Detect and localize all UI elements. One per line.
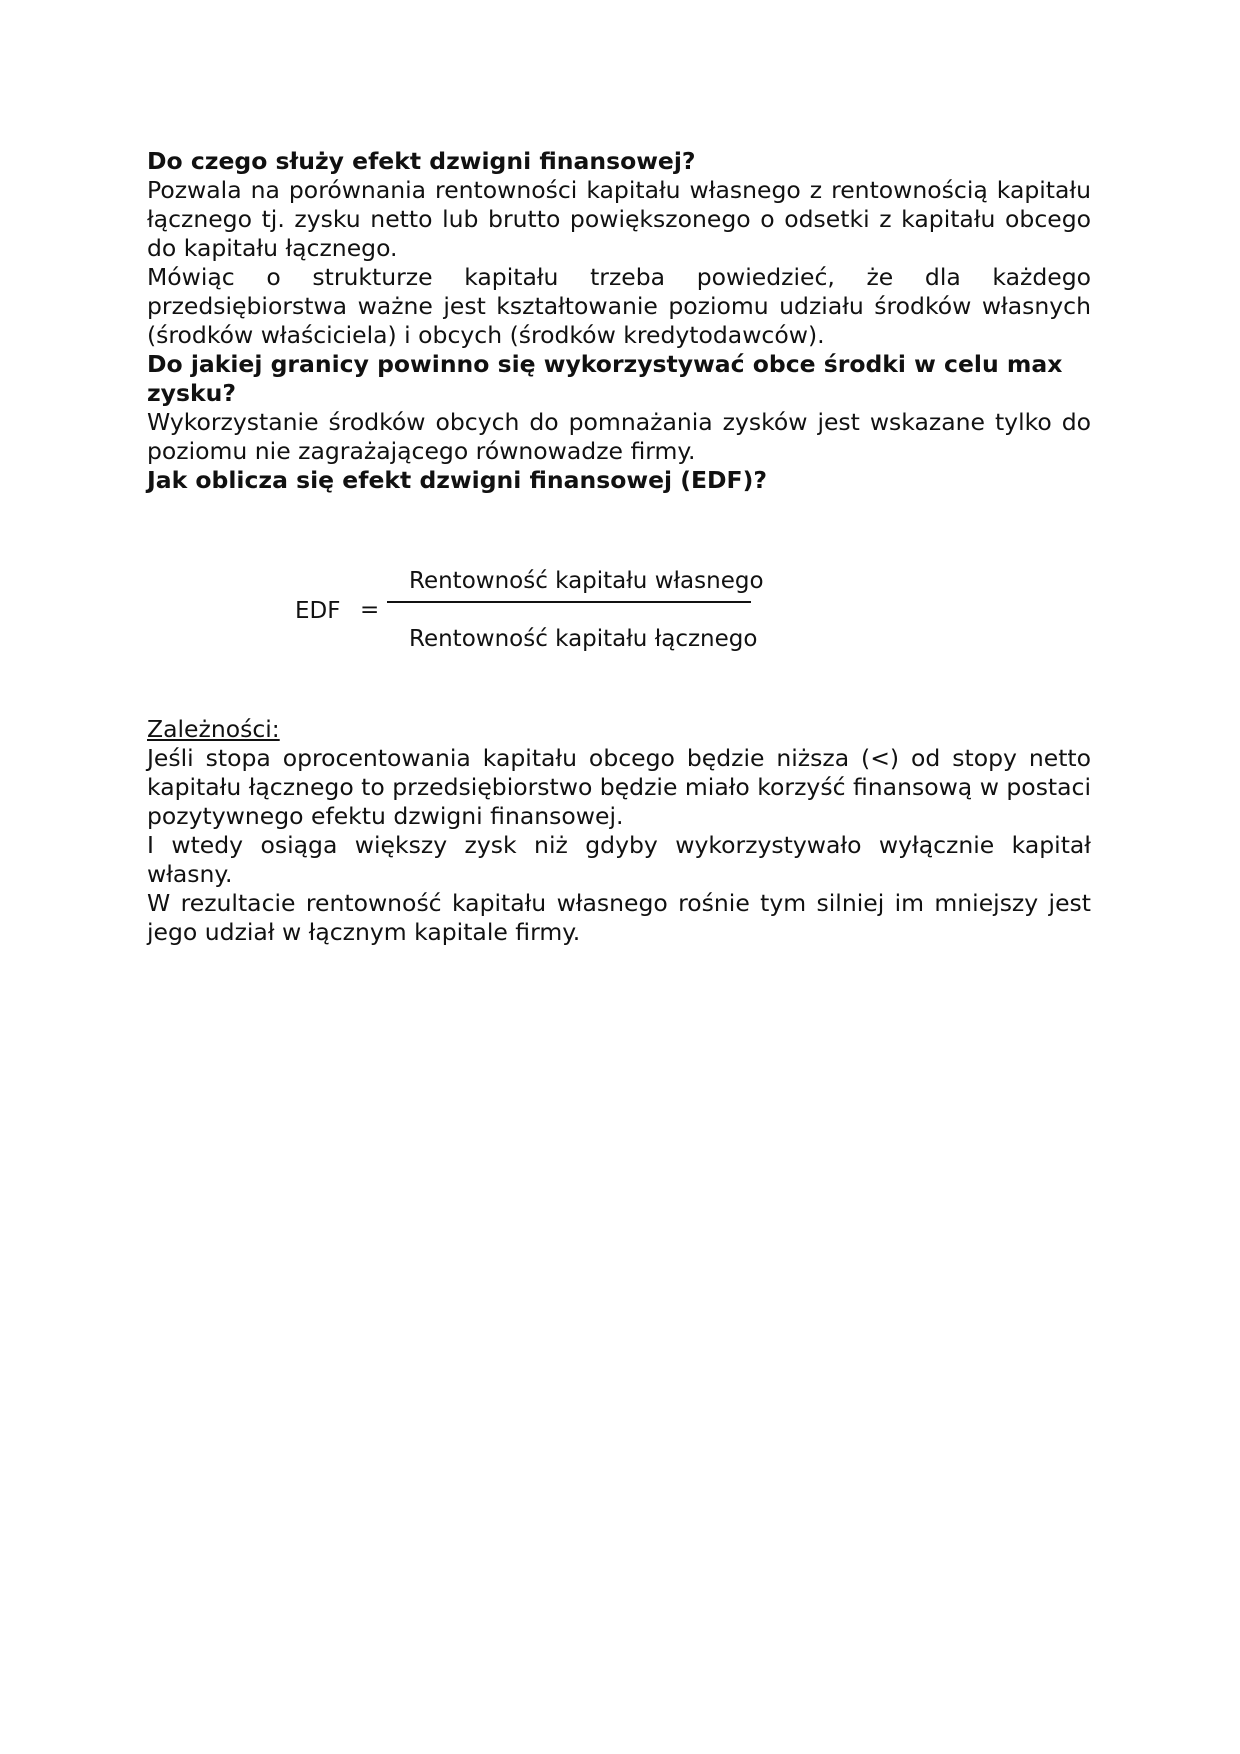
question-heading-limit: Do jakiej granicy powinno się wykorzystywać obce środki w celu max zysku? [147, 350, 1063, 407]
paragraph-comparison: Pozwala na porównania rentowności kapitału własnego z rentownością kapitału łącznego tj. zysku netto lub brutto powiększonego o odsetki z kapitału obcego do kapitału łącznego. [147, 176, 1091, 262]
dependencies-label: Zależności: [147, 715, 280, 743]
question-heading-purpose: Do czego służy efekt dzwigni finansowej? [147, 147, 696, 175]
formula-lhs: EDF [295, 598, 341, 624]
fraction-bar [387, 601, 751, 603]
edf-formula [147, 557, 1091, 685]
paragraph-greater-profit: I wtedy osiąga większy zysk niż gdyby wykorzystywało wyłącznie kapitał własny. [147, 831, 1091, 888]
formula-equals-sign: = [360, 597, 380, 623]
document-body [147, 147, 1091, 947]
formula-denominator: Rentowność kapitału łącznego [409, 626, 758, 652]
paragraph-capital-structure: Mówiąc o strukturze kapitału trzeba powiedzieć, że dla każdego przedsiębiorstwa ważne jest kształtowanie poziomu udziału środków własnych (środków właściciela) i obcych (środków kredytodawców). [147, 263, 1091, 349]
formula-numerator: Rentowność kapitału własnego [409, 568, 764, 594]
paragraph-external-funds: Wykorzystanie środków obcych do pomnażania zysków jest wskazane tylko do poziomu nie zagrażającego równowadze firmy. [147, 408, 1091, 465]
question-heading-calculation: Jak oblicza się efekt dzwigni finansowej (EDF)? [147, 466, 767, 494]
paragraph-interest-rate: Jeśli stopa oprocentowania kapitału obcego będzie niższa (<) od stopy netto kapitału łącznego to przedsiębiorstwo będzie miało korzyść finansową w postaci pozytywnego efektu dzwigni finansowej. [147, 744, 1091, 830]
paragraph-result: W rezultacie rentowność kapitału własnego rośnie tym silniej im mniejszy jest jego udział w łącznym kapitale firmy. [147, 889, 1091, 946]
